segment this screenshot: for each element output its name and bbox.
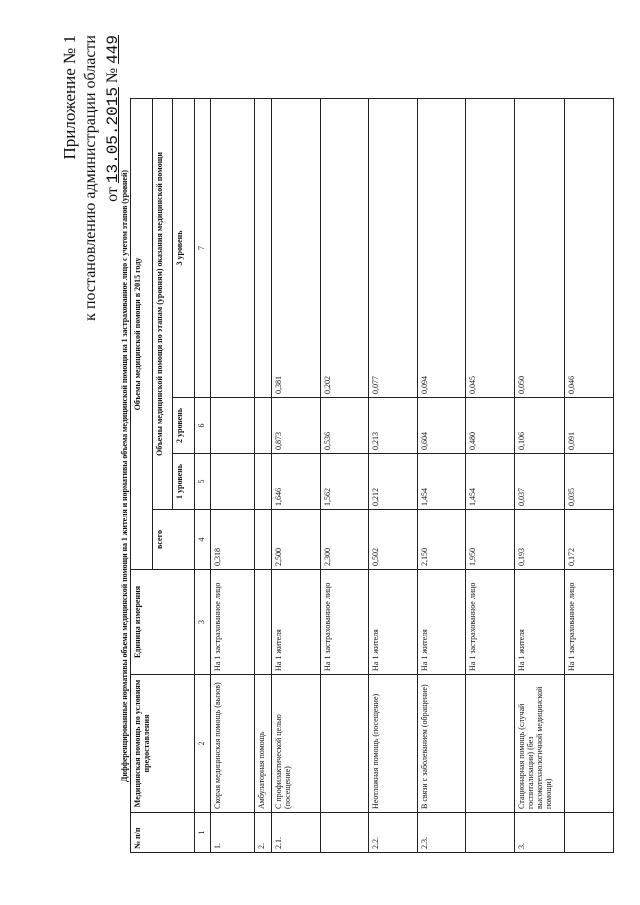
row-unit: На 1 жителя [369,570,417,675]
row-level-1 [254,454,272,510]
decree-date: 13.05.2015 [104,87,122,184]
row-level-2: 0,536 [320,398,368,454]
row-total: 0,502 [369,510,417,570]
row-total: 2,300 [320,510,368,570]
header-col-no: № п/п [131,813,195,853]
row-level-1 [210,454,254,510]
header-row-1 [131,98,153,852]
row-level-2: 0,873 [272,398,320,454]
row-care-type [320,675,368,813]
table-row [210,98,254,852]
row-level-3: 0,077 [369,98,417,397]
header-group: Объемы медицинской помощи в 2015 году [131,98,153,569]
row-total: 0,172 [565,510,614,570]
table-caption: Дифференцированные нормативы объема медицинской помощи на 1 жителя и нормативы объема медицинской помощи на 1 застрахованное лицо с учетом этапов (уровней) [120,170,129,782]
row-level-1: 0,037 [514,454,565,510]
row-total: 1,950 [466,510,514,570]
row-care-type [565,675,614,813]
row-level-1: 1,454 [466,454,514,510]
number-prefix: № [104,67,121,84]
row-unit: На 1 застрахованное лицо [320,570,368,675]
row-level-2: 0,213 [369,398,417,454]
row-level-3: 0,046 [565,98,614,397]
row-care-type: В связи с заболеванием (обращение) [417,675,465,813]
row-total: 2,150 [417,510,465,570]
table-row [565,98,614,852]
row-unit: На 1 жителя [272,570,320,675]
column-number-row [194,98,210,852]
row-care-type: Амбулаторная помощь [254,675,272,813]
row-unit: На 1 застрахованное лицо [565,570,614,675]
appendix-org: к постановлению администрации области [82,35,99,321]
row-number [320,813,368,853]
row-level-2: 0,480 [466,398,514,454]
header-col-type: Медицинская помощь по условиям предоставления [131,675,195,813]
header-col-l1: 1 уровень [172,454,194,510]
row-number: 1. [210,813,254,853]
header-col-l2: 2 уровень [172,398,194,454]
date-prefix: от [104,187,121,202]
header-levels: Объемы медицинской помощи по этапам (уровням) оказания медицинской помощи [153,98,173,509]
table-row [320,98,368,852]
row-care-type: Скорая медицинская помощь (вызов) [210,675,254,813]
row-total: 0,318 [210,510,254,570]
colnum: 5 [194,454,210,510]
row-total [254,510,272,570]
row-number: 2.2. [369,813,417,853]
table-row [417,98,465,852]
table-row [254,98,272,852]
row-unit: На 1 застрахованное лицо [210,570,254,675]
table-row [514,98,565,852]
row-unit: На 1 жителя [514,570,565,675]
row-level-3: 0,381 [272,98,320,397]
row-level-1: 1,454 [417,454,465,510]
row-total: 0,193 [514,510,565,570]
colnum: 1 [194,813,210,853]
row-level-2: 0,604 [417,398,465,454]
table-row [466,98,514,852]
row-total: 2,500 [272,510,320,570]
table-row [272,98,320,852]
row-level-2: 0,091 [565,398,614,454]
row-number: 2.1. [272,813,320,853]
colnum: 3 [194,570,210,675]
row-level-3 [210,98,254,397]
row-number: 2.3. [417,813,465,853]
table-row [369,98,417,852]
norms-table [130,98,614,853]
row-unit: На 1 застрахованное лицо [466,570,514,675]
row-level-2 [254,398,272,454]
row-number: 3. [514,813,565,853]
header-col-unit: Единица измерения [131,570,195,675]
colnum: 7 [194,98,210,397]
row-level-1: 0,212 [369,454,417,510]
colnum: 2 [194,675,210,813]
row-level-3: 0,045 [466,98,514,397]
row-level-2 [210,398,254,454]
colnum: 4 [194,510,210,570]
row-unit: На 1 жителя [417,570,465,675]
row-level-1: 1,646 [272,454,320,510]
row-number [565,813,614,853]
row-care-type: Неотложная помощь (посещение) [369,675,417,813]
appendix-title: Приложение № 1 [60,35,79,160]
header-col-l3: 3 уровень [172,98,194,397]
row-level-2: 0,106 [514,398,565,454]
row-number: 2. [254,813,272,853]
row-level-3: 0,202 [320,98,368,397]
header-col-total: всего [153,510,195,570]
colnum: 6 [194,398,210,454]
row-level-1: 1,562 [320,454,368,510]
row-care-type: Стационарная помощь (случай госпитализации) (без высокотехнологичной медицинской помощи) [514,675,565,813]
row-number [466,813,514,853]
row-care-type: С профилактической целью (посещение) [272,675,320,813]
row-level-1: 0,035 [565,454,614,510]
row-level-3: 0,094 [417,98,465,397]
row-unit [254,570,272,675]
decree-number: 449 [104,35,122,64]
row-level-3: 0,050 [514,98,565,397]
row-level-3 [254,98,272,397]
row-care-type [466,675,514,813]
